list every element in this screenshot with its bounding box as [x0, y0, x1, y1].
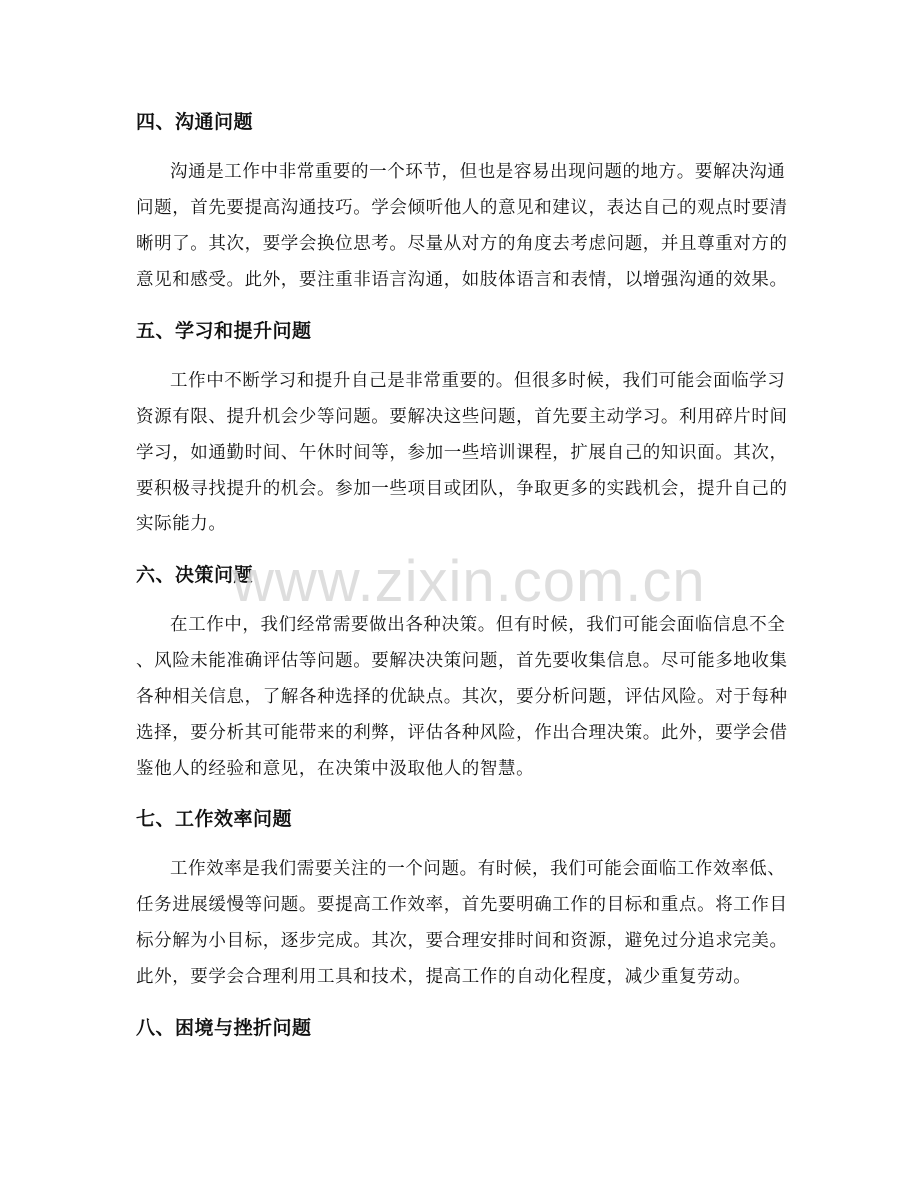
section-heading: 四、沟通问题 [136, 111, 254, 133]
paragraph-line: 要积极寻找提升的机会。参加一些项目或团队，争取更多的实践机会，提升自己的 [136, 479, 788, 499]
paragraph-line: 此外，要学会合理利用工具和技术，提高工作的自动化程度，减少重复劳动。 [136, 967, 752, 987]
watermark: www.zixin.com.cn [232, 549, 706, 614]
paragraph-line: 在工作中，我们经常需要做出各种决策。但有时候，我们可能会面临信息不全 [170, 615, 786, 635]
section-heading: 五、学习和提升问题 [136, 320, 312, 342]
paragraph-line: 学习，如通勤时间、午休时间等，参加一些培训课程，扩展自己的知识面。其次， [136, 443, 788, 463]
paragraph-line: 资源有限、提升机会少等问题。要解决这些问题，首先要主动学习。利用碎片时间 [136, 407, 788, 427]
paragraph-line: 沟通是工作中非常重要的一个环节，但也是容易出现问题的地方。要解决沟通 [170, 162, 786, 182]
section-heading: 七、工作效率问题 [136, 808, 293, 830]
paragraph-line: 晰明了。其次，要学会换位思考。尽量从对方的角度去考虑问题，并且尊重对方的 [136, 234, 788, 254]
paragraph-line: 任务进展缓慢等问题。要提高工作效率，首先要明确工作的目标和重点。将工作目 [136, 895, 788, 915]
paragraph-line: 各种相关信息，了解各种选择的优缺点。其次，要分析问题，评估风险。对于每种 [136, 687, 788, 707]
section-heading: 六、决策问题 [136, 564, 254, 586]
paragraph-line: 实际能力。 [136, 514, 227, 534]
paragraph-line: 鉴他人的经验和意见，在决策中汲取他人的智慧。 [136, 759, 535, 779]
paragraph-line: 标分解为小目标，逐步完成。其次，要合理安排时间和资源，避免过分追求完美。 [136, 931, 788, 951]
paragraph-line: 意见和感受。此外，要注重非语言沟通，如肢体语言和表情，以增强沟通的效果。 [136, 270, 788, 290]
paragraph-line: 选择，要分析其可能带来的利弊，评估各种风险，作出合理决策。此外，要学会借 [136, 723, 788, 743]
paragraph-line: 工作效率是我们需要关注的一个问题。有时候，我们可能会面临工作效率低、 [170, 859, 786, 879]
paragraph-line: 工作中不断学习和提升自己是非常重要的。但很多时候，我们可能会面临学习 [170, 371, 786, 391]
paragraph-line: 问题，首先要提高沟通技巧。学会倾听他人的意见和建议，表达自己的观点时要清 [136, 198, 788, 218]
section-heading: 八、困境与挫折问题 [136, 1017, 312, 1039]
paragraph-line: 、风险未能准确评估等问题。要解决决策问题，首先要收集信息。尽可能多地收集 [136, 651, 788, 671]
